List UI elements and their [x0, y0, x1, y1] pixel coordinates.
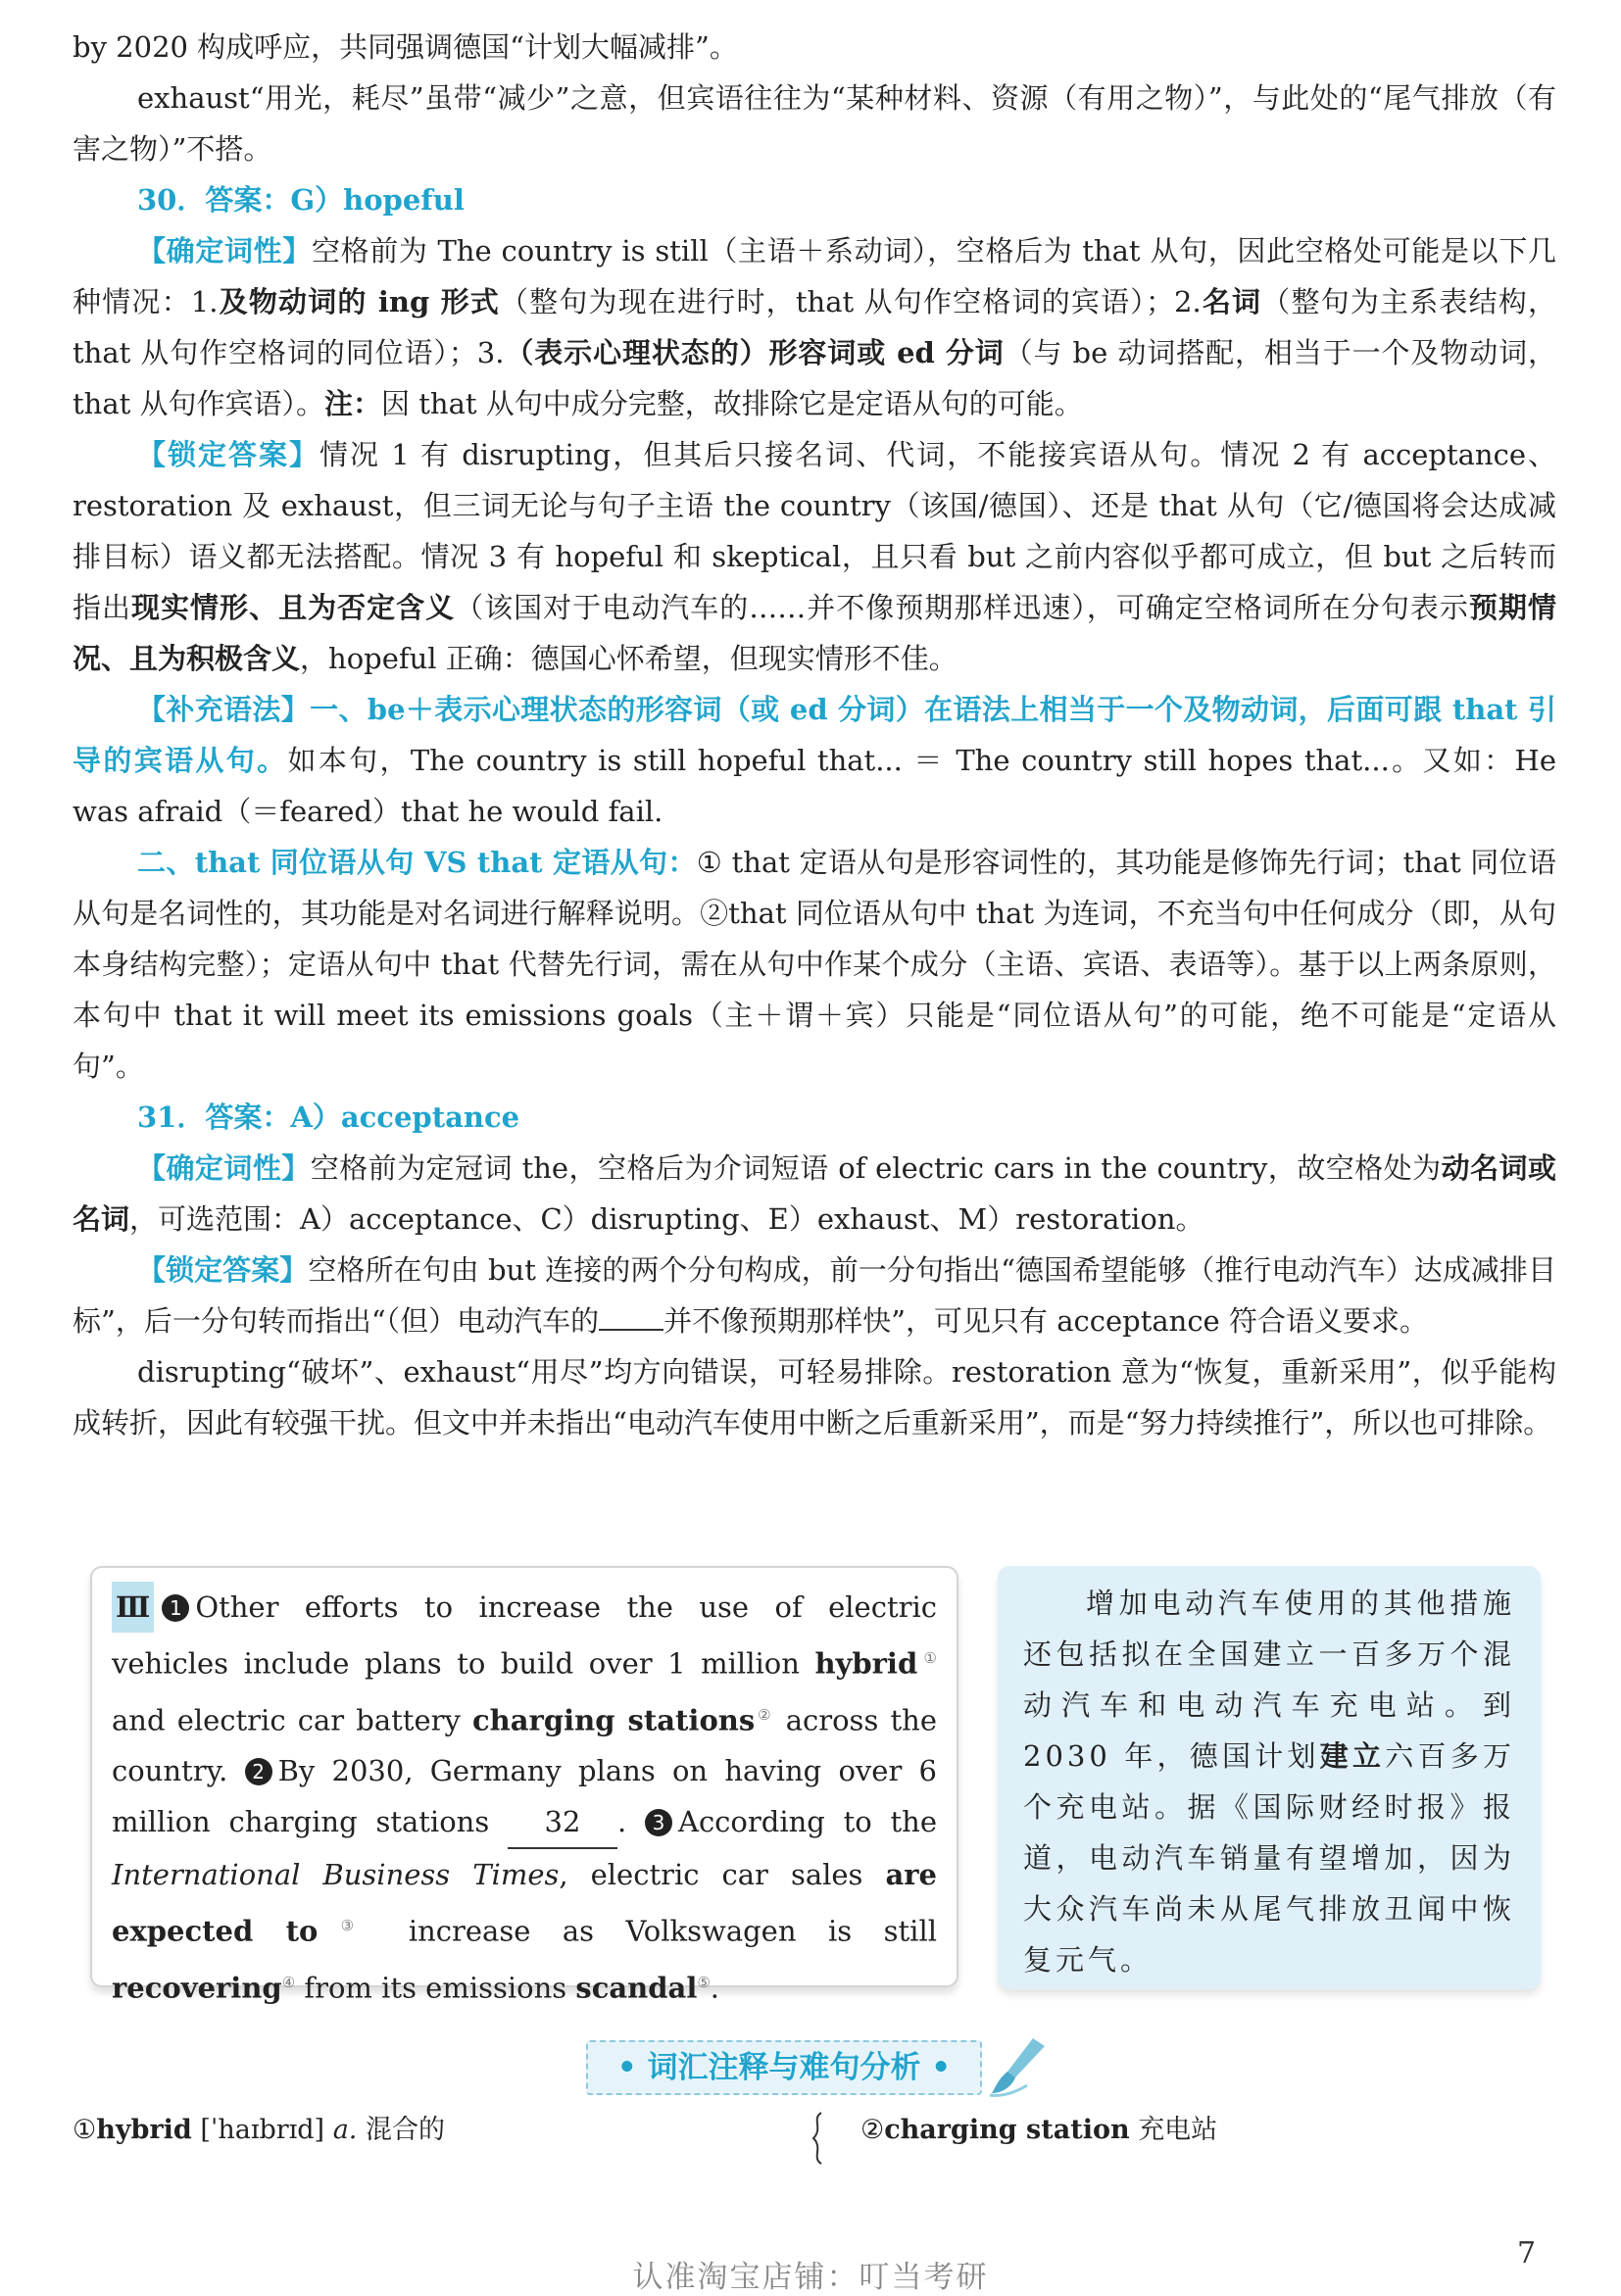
page-number: 7 [1517, 2236, 1537, 2271]
answer-heading-31: 31．答案：A）acceptance [137, 1100, 520, 1134]
passage-box [90, 1566, 958, 2005]
translation-box [998, 1566, 1541, 1989]
passage-section [90, 1566, 1541, 2005]
sentence-number: 1 [162, 1594, 189, 1622]
paragraph: exhaust“用光，耗尽”虽带“减少”之意，但宾语往往为“某种材料、资源（有用之物）”，与此处的“尾气排放（有害之物）”不搭。 [73, 81, 1556, 166]
bracket-icon [802, 2109, 831, 2168]
section-numeral: Ⅲ [112, 1582, 154, 1633]
vocab-item: ①hybrid [ˈhaɪbrɪd] a. 混合的 [73, 2115, 445, 2145]
paragraph: disrupting“破坏”、exhaust“用尽”均方向错误，可轻易排除。restoration 意为“恢复，重新采用”，似乎能构成转折，因此有较强干扰。但文中并未指出“电动汽车使用中断之后重新采用”，而是“努力持续推行”，所以也可排除。 [73, 1355, 1556, 1440]
section-tag: 【锁定答案】 [137, 438, 320, 471]
main-text [73, 22, 1556, 1448]
blank-line [599, 1299, 663, 1331]
section-tag: 【确定词性】 [137, 234, 312, 268]
footer-watermark: 认准淘宝店铺：叮当考研 [632, 2260, 989, 2295]
translation-text: 增加电动汽车使用的其他措施还包括拟在全国建立一百多万个混动汽车和电动汽车充电站。到 2030 年，德国计划建立六百多万个充电站。据《国际财经时报》报道，电动汽车销量有望增加，因为大众汽车尚未从尾气排放丑闻中恢复元气。 [1023, 1587, 1515, 1977]
brush-icon [984, 2032, 1053, 2101]
paragraph: 【确定词性】空格前为定冠词 the，空格后为介词短语 of electric cars in the country，故空格处为动名词或名词，可选范围：A）acceptance、C）disrupting、E）exhaust、M）restoration。 [73, 1151, 1556, 1236]
passage-text: Ⅲ 1 Other efforts to increase the use of electric vehicles include plans to build over 1 million hybrid① and electric car battery charging stations② across the country. 2 By 2030, Germany plans on having over 6 million charging stations 32 . 3 According to the International Business Times, electric car sales are expected to③ increase as Volkswagen is still recovering④ from its emissions scandal⑤. [112, 1582, 937, 2014]
sentence-number: 2 [245, 1758, 272, 1785]
vocab-ipa: [ˈhaɪbrɪd] [200, 2115, 325, 2145]
paragraph: 【补充语法】一、be＋表示心理状态的形容词（或 ed 分词）在语法上相当于一个及物动词，后面可跟 that 引导的宾语从句。如本句，The country is still hopeful that... ＝ The country still hopes that...。又如：He was afraid（＝feared）that he would fail. [73, 693, 1556, 828]
paragraph: 【锁定答案】情况 1 有 disrupting，但其后只接名词、代词，不能接宾语从句。情况 2 有 acceptance、restoration 及 exhaust，但三词无论与句子主语 the country（该国/德国）、还是 that 从句（它/德国将会达成减排目标）语义都无法搭配。情况 3 有 hopeful 和 skeptical，且只看 but 之前内容似乎都可成立，但 but 之后转而指出现实情形、且为否定含义（该国对于电动汽车的……并不像预期那样迅速），可确定空格词所在分句表示预期情况、且为积极含义，hopeful 正确：德国心怀希望，但现实情形不佳。 [73, 438, 1556, 675]
blank-32: 32 [508, 1796, 617, 1849]
paragraph: by 2020 构成呼应，共同强调德国“计划大幅减排”。 [73, 30, 738, 64]
section-tag: 【锁定答案】 [137, 1253, 309, 1287]
answer-heading-30: 30．答案：G）hopeful [137, 183, 465, 217]
paragraph: 【锁定答案】空格所在句由 but 连接的两个分句构成，前一分句指出“德国希望能够（推行电动汽车）达成减排目标”，后一分句转而指出“（但）电动汽车的 并不像预期那样快”，可见只有 acceptance 符合语义要求。 [73, 1253, 1556, 1338]
sentence-number: 3 [645, 1809, 672, 1836]
vocab-banner: • 词汇注释与难句分析 • [586, 2040, 982, 2095]
vocab-item: ②charging station 充电站 [860, 2115, 1218, 2145]
vocab-word: charging station [884, 2115, 1130, 2145]
paragraph: 【确定词性】空格前为 The country is still（主语＋系动词），空格后为 that 从句，因此空格处可能是以下几种情况：1.及物动词的 ing 形式（整句为现在进行时，that 从句作空格词的宾语）；2.名词（整句为主系表结构，that 从句作空格词的同位语）；3.（表示心理状态的）形容词或 ed 分词（与 be 动词搭配，相当于一个及物动词，that 从句作宾语）。注：因 that 从句中成分完整，故排除它是定语从句的可能。 [73, 234, 1557, 420]
paragraph: 二、that 同位语从句 VS that 定语从句：① that 定语从句是形容词性的，其功能是修饰先行词；that 同位语从句是名词性的，其功能是对名词进行解释说明。②that 同位语从句中 that 为连词，不充当句中任何成分（即，从句本身结构完整）；定语从句中 that 代替先行词，需在从句中作某个成分（主语、宾语、表语等）。基于以上两条原则，本句中 that it will meet its emissions goals（主＋谓＋宾）只能是“同位语从句”的可能，绝不可能是“定语从句”。 [73, 846, 1556, 1083]
section-tag: 【补充语法】 [137, 693, 311, 726]
section-tag: 【确定词性】 [137, 1151, 311, 1185]
vocab-word: hybrid [96, 2115, 192, 2145]
